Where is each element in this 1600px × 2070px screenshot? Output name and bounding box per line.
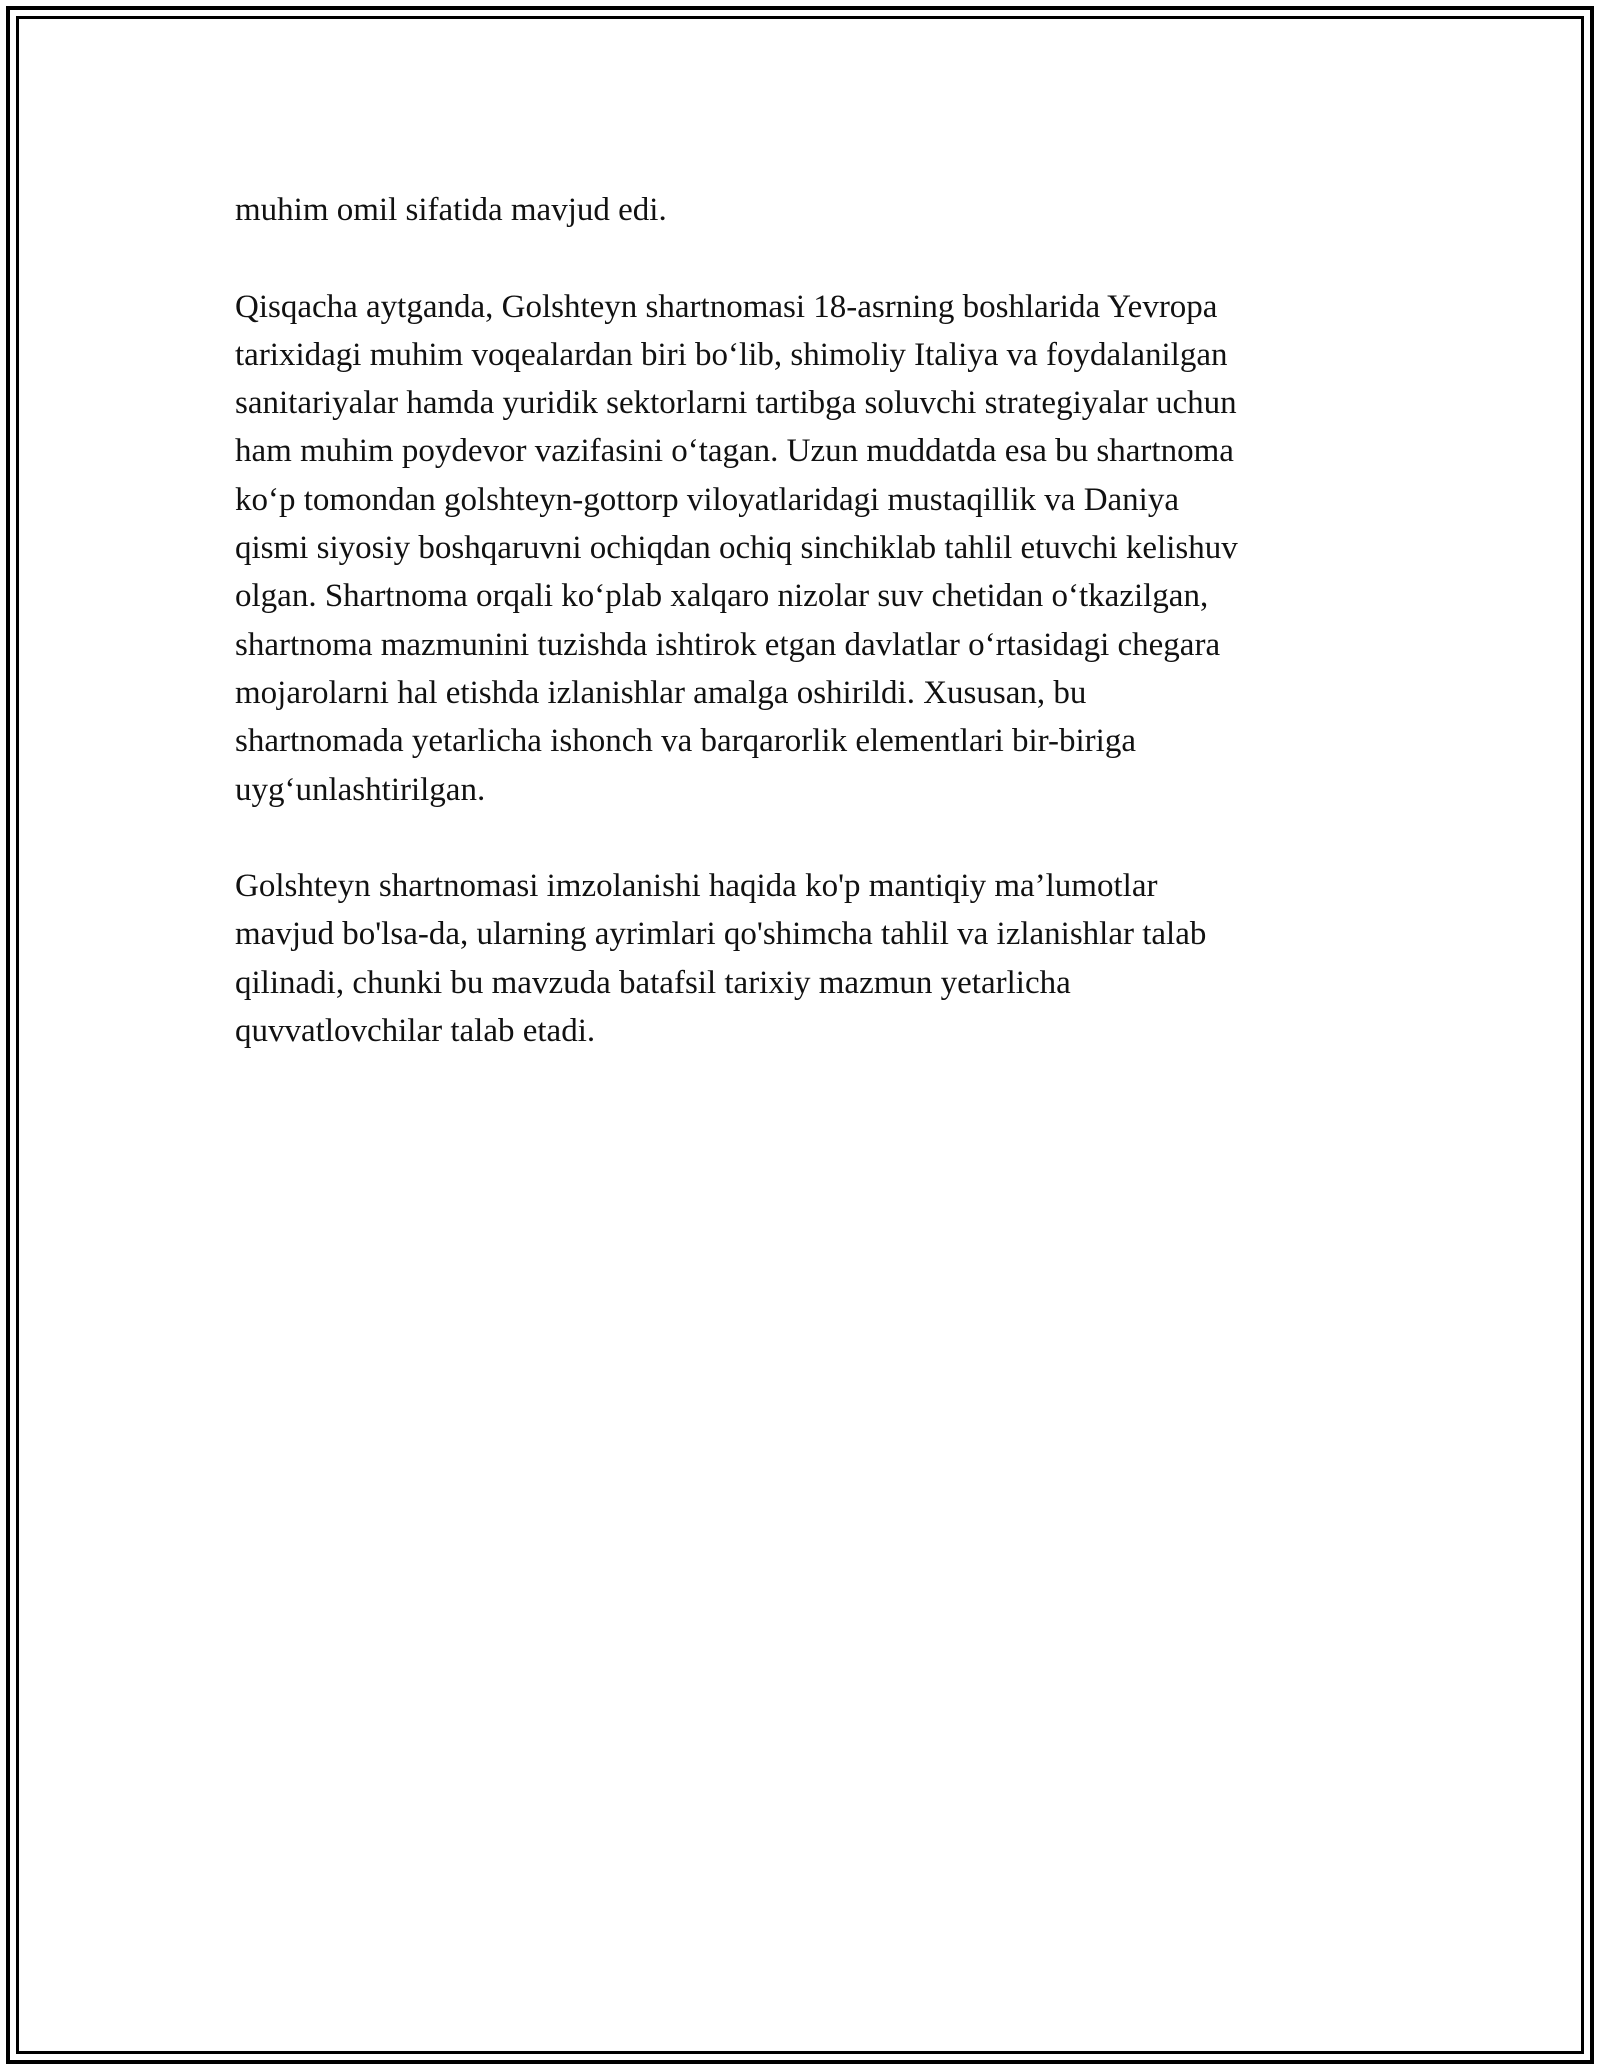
paragraph-spacer <box>235 814 1375 862</box>
text-line: ko‘p tomondan golshteyn-gottorp viloyatlaridagi mustaqillik va Daniya <box>235 481 1179 518</box>
text-line: sanitariyalar hamda yuridik sektorlarni tartibga soluvchi strategiyalar uchun <box>235 385 1237 422</box>
text-line: shartnoma mazmunini tuzishda ishtirok etgan davlatlar o‘rtasidagi chegara <box>235 626 1221 663</box>
text-line: Golshteyn shartnomasi imzolanishi haqida ko'p mantiqiy ma’lumotlar <box>235 868 1158 905</box>
paragraph-2 <box>235 283 1375 814</box>
paragraph-spacer <box>235 234 1375 282</box>
text-line: muhim omil sifatida mavjud edi. <box>235 192 667 228</box>
text-line: mojarolarni hal etishda izlanishlar amalga oshirildi. Xususan, bu <box>235 674 1087 711</box>
text-line: shartnomada yetarlicha ishonch va barqarorlik elementlari bir-biriga <box>235 723 1136 760</box>
text-line: tarixidagi muhim voqealardan biri bo‘lib, shimoliy Italiya va foydalanilgan <box>235 336 1228 373</box>
document-body <box>235 186 1375 1055</box>
paragraph-1 <box>235 186 1375 234</box>
text-line: olgan. Shartnoma orqali ko‘plab xalqaro nizolar suv chetidan o‘tkazilgan, <box>235 578 1209 615</box>
paragraph-3 <box>235 862 1375 1055</box>
text-line: qismi siyosiy boshqaruvni ochiqdan ochiq sinchiklab tahlil etuvchi kelishuv <box>235 530 1238 567</box>
text-line: uyg‘unlashtirilgan. <box>235 771 486 808</box>
text-line: quvvatlovchilar talab etadi. <box>235 1013 596 1050</box>
text-line: mavjud bo'lsa-da, ularning ayrimlari qo'shimcha tahlil va izlanishlar talab <box>235 916 1207 953</box>
text-line: qilinadi, chunki bu mavzuda batafsil tarixiy mazmun yetarlicha <box>235 964 1071 1001</box>
text-line: Qisqacha aytganda, Golshteyn shartnomasi 18-asrning boshlarida Yevropa <box>235 288 1218 325</box>
text-line: ham muhim poydevor vazifasini o‘tagan. Uzun muddatda esa bu shartnoma <box>235 433 1234 470</box>
